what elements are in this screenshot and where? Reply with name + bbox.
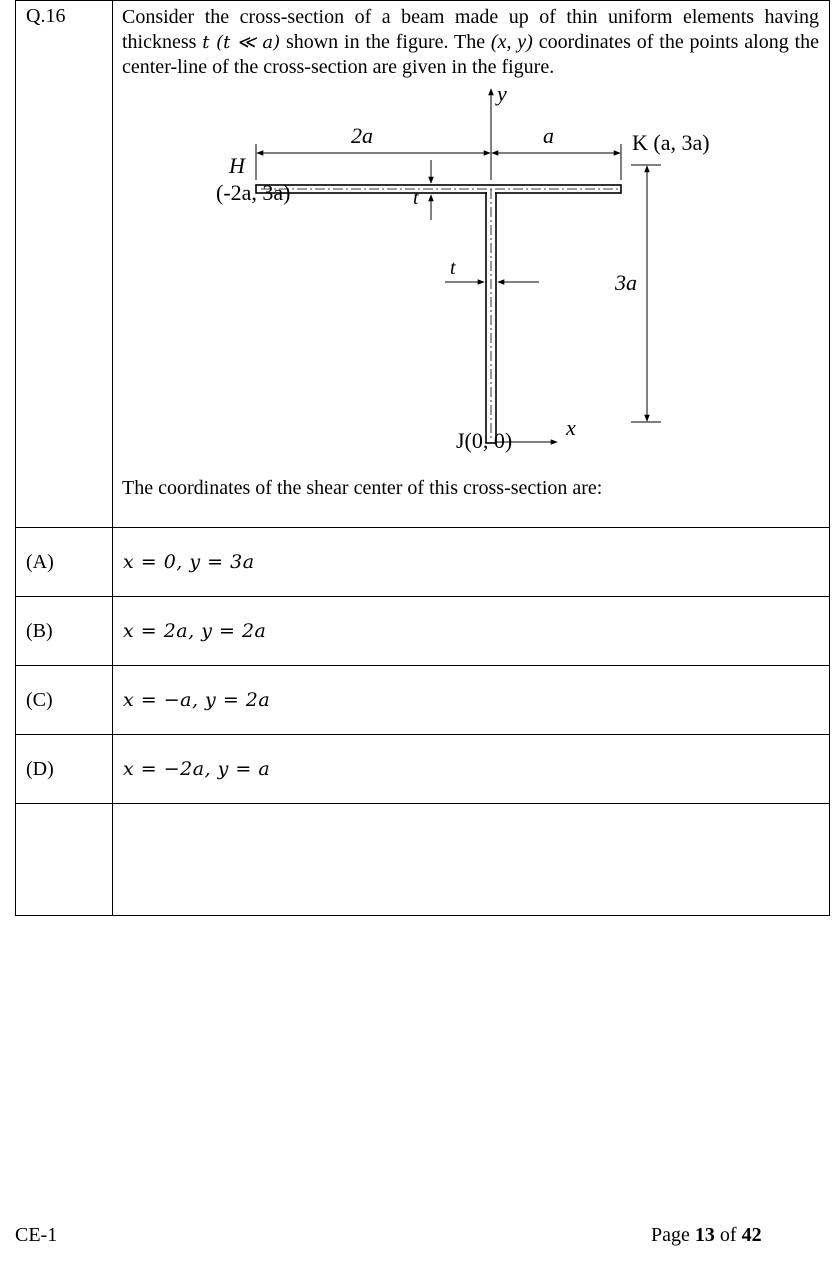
point-k-label: K (a, 3a)	[632, 130, 710, 155]
page-prefix: Page	[651, 1224, 695, 1246]
option-text-cell	[113, 597, 830, 666]
question-row	[16, 1, 830, 528]
option-b-label: (B)	[26, 619, 53, 642]
question-number-cell	[16, 1, 113, 528]
option-text-cell	[113, 528, 830, 597]
question-content-cell	[113, 1, 830, 528]
option-b-text: x = 2a, y = 2a	[123, 620, 267, 642]
option-text-cell	[113, 735, 830, 804]
option-label-cell	[16, 735, 113, 804]
point-j-label: J(0, 0)	[456, 428, 513, 453]
question-number: Q.16	[26, 5, 66, 27]
empty-cell	[16, 804, 113, 916]
option-c-label: (C)	[26, 688, 53, 711]
option-row-d[interactable]	[16, 735, 830, 804]
dimension-2a-label: 2a	[351, 123, 373, 148]
flange-thickness-label: t	[413, 187, 419, 209]
stem-math: t (t ≪ a)	[202, 32, 281, 53]
page-number	[651, 1224, 762, 1247]
paper-code: CE-1	[15, 1224, 58, 1246]
option-row-a[interactable]	[16, 528, 830, 597]
beam-cross-section-diagram	[113, 80, 829, 475]
empty-cell	[113, 804, 830, 916]
beam-figure	[113, 80, 829, 475]
x-axis-label: x	[566, 415, 576, 440]
option-d-label: (D)	[26, 757, 54, 780]
page-mid: of	[714, 1224, 742, 1246]
y-axis-label: y	[497, 81, 507, 106]
option-label-cell	[16, 597, 113, 666]
web-thickness-label: t	[450, 257, 456, 279]
question-table	[15, 0, 830, 916]
stem-text-3: coordinates of the points along the center-line of the cross-section are given in the figure.	[122, 31, 820, 78]
option-label-cell	[16, 528, 113, 597]
stem-text-2: shown in the figure. The	[280, 31, 491, 53]
option-label-cell	[16, 666, 113, 735]
stem-xy: (x, y)	[490, 31, 533, 53]
point-h-coordinates: (-2a, 3a)	[216, 180, 291, 205]
question-stem	[113, 1, 829, 80]
option-c-text: x = −a, y = 2a	[123, 689, 271, 711]
question-prompt: The coordinates of the shear center of this cross-section are:	[122, 477, 603, 499]
option-a-text: x = 0, y = 3a	[123, 551, 255, 573]
dimension-a-label: a	[543, 123, 554, 148]
page-total: 42	[741, 1224, 762, 1246]
empty-row	[16, 804, 830, 916]
option-row-c[interactable]	[16, 666, 830, 735]
dimension-3a-label: 3a	[615, 270, 637, 295]
page-current: 13	[694, 1224, 715, 1246]
option-a-label: (A)	[26, 550, 54, 573]
option-d-text: x = −2a, y = a	[123, 758, 271, 780]
option-text-cell	[113, 666, 830, 735]
option-row-b[interactable]	[16, 597, 830, 666]
stem-text-1: Consider the cross-section of a beam made up of thin uniform elements having thickness	[122, 6, 819, 53]
point-h-label: H	[229, 153, 245, 178]
